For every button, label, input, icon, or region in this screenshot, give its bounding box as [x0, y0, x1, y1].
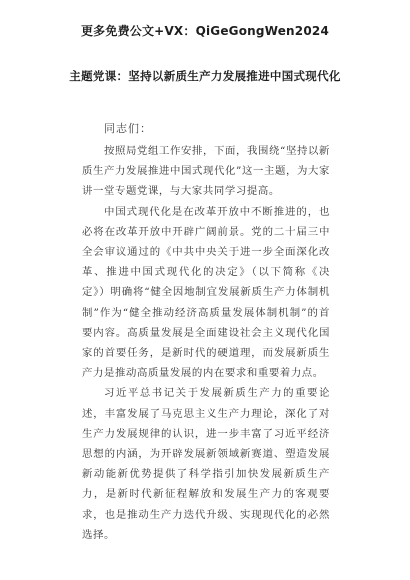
- paragraph: 按照局党组工作安排，下面，我围绕“坚持以新质生产力发展推进中国式现代化”这一主题，为大家讲一堂专题党课，与大家共同学习提高。: [82, 145, 330, 198]
- document-body: [82, 141, 330, 545]
- paragraph: 习近平总书记关于发展新质生产力的重要论述，丰富发展了马克思主义生产力理论，深化了对生产力发展规律的认识，进一步丰富了习近平经济思想的内涵，为开辟发展新领域新赛道、塑造发展新动能新优势提供了科学指引加快发展新质生产力，是新时代新征程解放和发展生产力的客观要求，也是推动生产力迭代升级、实现现代化的必然选择。: [82, 387, 330, 541]
- document-title: 主题党课：坚持以新质生产力发展推进中国式现代化: [69, 69, 341, 83]
- watermark-header: 更多免费公文+VX：QiGeGongWen2024: [80, 24, 329, 38]
- paragraph: 中国式现代化是在改革开放中不断推进的，也必将在改革开放中开辟广阔前景。党的二十届三中全会审议通过的《中共中央关于进一步全面深化改革、推进中国式现代化的决定》（以下简称《决定》）明确将“健全因地制宜发展新质生产力体制机制”作为“健全推动经济高质量发展体制机制”的首要内容。高质量发展是全面建设社会主义现代化国家的首要任务，是新时代的硬道理，而发展新质生产力是推动高质量发展的内在要求和重要着力点。: [82, 205, 330, 380]
- salutation: 同志们：: [104, 122, 152, 135]
